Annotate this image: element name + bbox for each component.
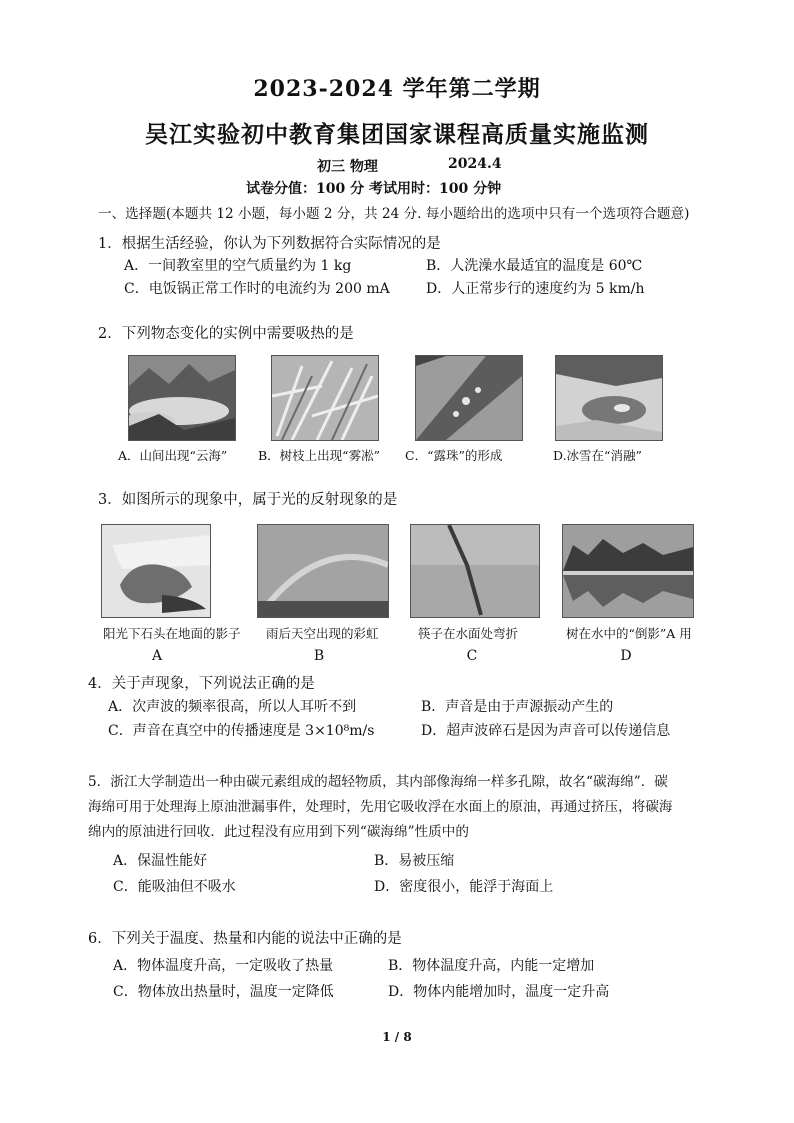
dew-photo [415, 355, 523, 441]
subject-grade: 初三 物理 [317, 159, 378, 175]
q5-line-1: 5．浙江大学制造出一种由碳元素组成的超轻物质，其内部像海绵一样多孔隙，故名“碳海绵”．碳 [88, 774, 668, 790]
q1-stem: 1．根据生活经验，你认为下列数据符合实际情况的是 [98, 236, 441, 252]
exam-date: 2024.4 [448, 156, 502, 172]
chopsticks-photo [410, 524, 540, 618]
melting-snow-photo [555, 355, 663, 441]
q6-option-d: D．物体内能增加时，温度一定升高 [388, 984, 610, 1000]
tree-reflection-photo [562, 524, 694, 618]
q4-option-a: A．次声波的频率很高，所以人耳听不到 [108, 699, 357, 715]
q2-option-d: D.冰雪在“消融” [553, 448, 642, 463]
q5-option-c: C．能吸油但不吸水 [113, 879, 236, 895]
q3-caption-b: 雨后天空出现的彩虹 [266, 626, 379, 641]
q6-option-c: C．物体放出热量时，温度一定降低 [113, 984, 334, 1000]
q3-letter-a: A [151, 648, 163, 664]
q5-line-2: 海绵可用于处理海上原油泄漏事件，处理时，先用它吸收浮在水面上的原油，再通过挤压，将碳海 [88, 799, 673, 815]
q4-stem: 4．关于声现象，下列说法正确的是 [88, 676, 315, 692]
section-heading: 一、选择题(本题共 12 小题，每小题 2 分，共 24 分. 每小题给出的选项中只有一个选项符合题意) [98, 206, 690, 222]
q6-stem: 6．下列关于温度、热量和内能的说法中正确的是 [88, 931, 402, 947]
q2-option-c: C．“露珠”的形成 [405, 448, 503, 463]
q6-option-a: A．物体温度升高，一定吸收了热量 [113, 958, 334, 974]
q3-letter-b: B [313, 648, 325, 664]
q3-caption-d: 树在水中的“倒影”A 用 [566, 626, 692, 641]
q5-option-a: A．保温性能好 [113, 853, 208, 869]
q6-option-b: B．物体温度升高，内能一定增加 [388, 958, 595, 974]
q1-option-a: A．一间教室里的空气质量约为 1 kg [124, 258, 352, 274]
q2-option-b: B．树枝上出现“雾凇” [258, 448, 380, 463]
q4-option-d: D．超声波碎石是因为声音可以传递信息 [421, 723, 671, 739]
rainbow-photo [257, 524, 389, 618]
q3-caption-c: 筷子在水面处弯折 [418, 626, 519, 641]
q1-option-b: B．人洗澡水最适宜的温度是 60℃ [426, 258, 643, 274]
q1-option-c: C．电饭锅正常工作时的电流约为 200 mA [124, 281, 390, 297]
page-number: 1 / 8 [382, 1030, 412, 1044]
q5-line-3: 绵内的原油进行回收．此过程没有应用到下列“碳海绵”性质中的 [88, 824, 469, 840]
q2-option-a: A．山间出现“云海” [118, 448, 228, 463]
q1-option-d: D．人正常步行的速度约为 5 km/h [426, 281, 645, 297]
q5-option-d: D．密度很小，能浮于海面上 [374, 879, 554, 895]
q3-letter-d: D [620, 648, 632, 664]
q3-caption-a: 阳光下石头在地面的影子 [103, 626, 241, 641]
q2-stem: 2．下列物态变化的实例中需要吸热的是 [98, 326, 354, 342]
q4-option-b: B．声音是由于声源振动产生的 [421, 699, 614, 715]
exam-year-title: 2023-2024 学年第二学期 [253, 76, 541, 102]
stone-shadow-photo [101, 524, 211, 618]
cloud-sea-photo [128, 355, 236, 441]
exam-school-title: 吴江实验初中教育集团国家课程高质量实施监测 [145, 121, 649, 148]
q3-stem: 3．如图所示的现象中，属于光的反射现象的是 [98, 492, 398, 508]
rime-photo [271, 355, 379, 441]
q5-option-b: B．易被压缩 [374, 853, 455, 869]
q3-letter-c: C [466, 648, 478, 664]
score-time-info: 试卷分值：100 分 考试用时：100 分钟 [246, 181, 502, 197]
q4-option-c: C．声音在真空中的传播速度是 3×10⁸m/s [108, 723, 375, 739]
